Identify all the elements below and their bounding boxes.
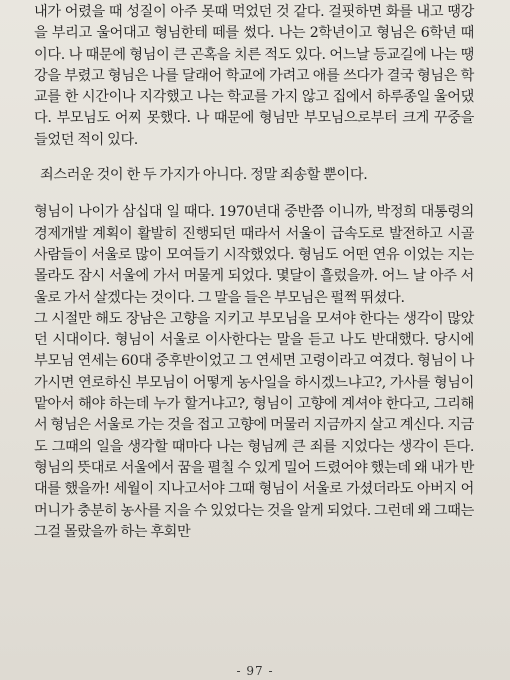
paragraph-eldest-son: 그 시절만 해도 장남은 고향을 지키고 부모님을 모셔야 한다는 생각이 많았던 시대이다. 형님이 서울로 이사한다는 말을 듣고 나도 반대했다. 당시에 부모님 연세는 60대 중후반이었고 그 연세면 고령이라고 여겼다. 형님이 나가시면 연로하신 부모님이 어떻게 농사일을 하시겠느냐고?, 가사를 형님이 맡아서 해야 하는데 누가 할거냐고?, 형님이 고향에 계셔야 한다고, 그리해서 형님은 서울로 가는 것을 접고 고향에 머물러 지금까지 살고 계신다. 지금도 그때의 일을 생각할 때마다 나는 형님께 큰 죄를 지었다는 생각이 든다. 형님의 뜻대로 서울에서 꿈을 펼칠 수 있게 밀어 드렸어야 했는데 왜 내가 반대를 했을까! 세월이 지나고서야 그때 형님이 서울로 가셨더라도 아버지 어머니가 충분히 농사를 지을 수 있었다는 것을 알게 되었다. 그런데 왜 그때는 그걸 몰랐을까 하는 후회만 xyxy=(34,310,474,540)
paragraph-seoul: 형님이 나이가 삼십대 일 때다. 1970년대 중반쯤 이니까, 박정희 대통령의 경제개발 계획이 활발히 진행되던 때라서 서울이 급속도로 발전하고 시골 사람들이 서울로 많이 모여들기 시작했었다. 형님도 어떤 연유 이었는 지는 몰라도 잠시 서울에 가서 머물게 되었다. 몇달이 흘렀을까. 어느 날 아주 서울로 가서 살겠다는 것이다. 그 말을 들은 부모님은 펄쩍 뛰셨다. xyxy=(34,204,474,306)
paragraph-regret: 죄스러운 것이 한 두 가지가 아니다. 정말 죄송할 뿐이다. xyxy=(40,167,368,184)
page-number: - 97 - xyxy=(236,664,274,678)
paragraph-childhood: 내가 어렸을 때 성질이 아주 못때 먹었던 것 같다. 걸핏하면 화를 내고 땡강을 부리고 울어대고 형님한테 떼를 썼다. 나는 2학년이고 형님은 6학년 때이다. 나 때문에 형님이 큰 곤혹을 치른 적도 있다. 어느날 등교길에 나는 땡강을 부렸고 형님은 나를 달래어 학교에 가려고 애를 쓰다가 결국 형님은 학교를 한 시간이나 지각했고 나는 학교를 가지 않고 집에서 하루종일 울어댔다. 부모님도 어찌 못했다. 나 때문에 형님만 부모님으로부터 크게 꾸중을 들었던 적이 있다. xyxy=(34,4,474,148)
paragraph-spacer xyxy=(34,186,474,202)
paragraph-spacer xyxy=(34,151,474,165)
